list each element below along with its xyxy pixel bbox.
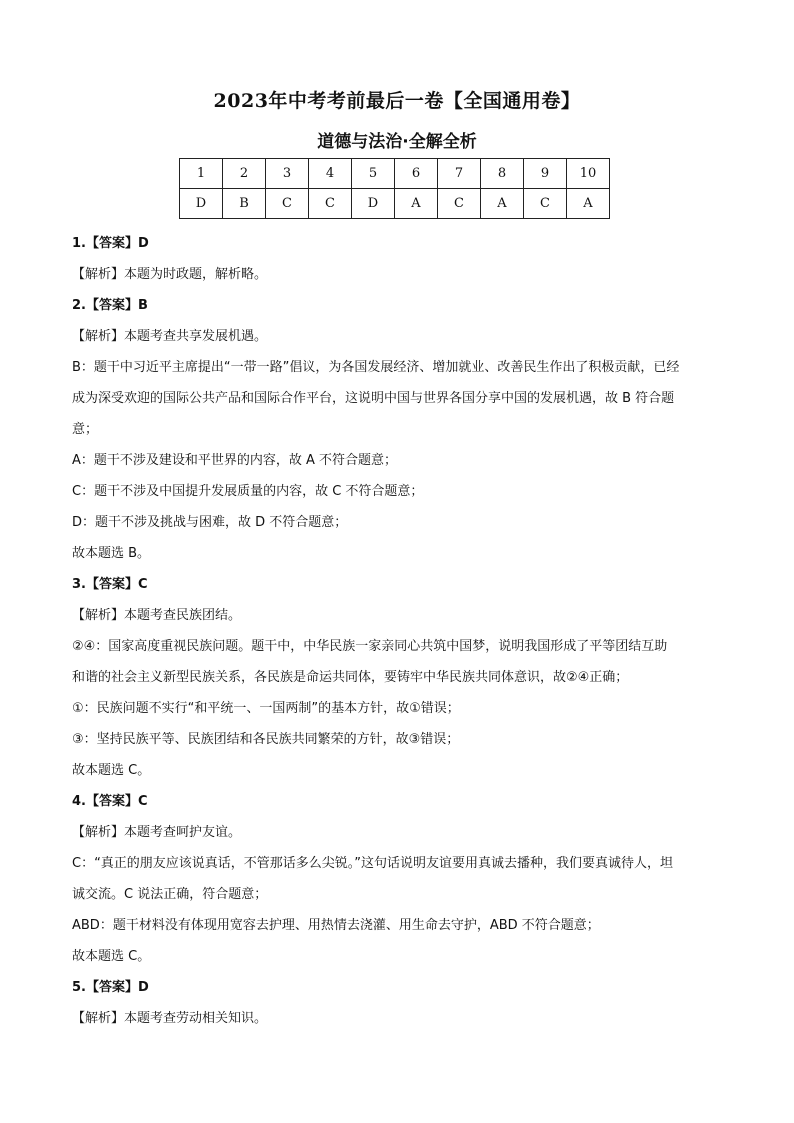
answer-cell: C xyxy=(266,189,309,219)
question-number-cell: 2 xyxy=(223,159,266,189)
q3-answer: 3.【答案】C xyxy=(72,577,148,592)
answer-cell: B xyxy=(223,189,266,219)
question-number-cell: 1 xyxy=(180,159,223,189)
q2-answer: 2.【答案】B xyxy=(72,298,148,313)
q2-analysis: 【解析】本题考查共享发展机遇。 xyxy=(72,329,268,344)
analysis-content xyxy=(72,228,732,1034)
q3-option-3: ③：坚持民族平等、民族团结和各民族共同繁荣的方针，故③错误； xyxy=(72,732,460,747)
question-number-cell: 7 xyxy=(438,159,481,189)
question-number-cell: 9 xyxy=(524,159,567,189)
question-number-cell: 10 xyxy=(567,159,610,189)
q3-conclusion: 故本题选 C。 xyxy=(72,763,151,778)
q2-option-b-line-3: 意； xyxy=(72,422,99,437)
question-number-cell: 6 xyxy=(395,159,438,189)
question-number-cell: 3 xyxy=(266,159,309,189)
q4-analysis: 【解析】本题考查呵护友谊。 xyxy=(72,825,242,840)
q2-option-d: D：题干不涉及挑战与困难，故 D 不符合题意； xyxy=(72,515,348,530)
question-number-cell: 8 xyxy=(481,159,524,189)
q4-option-c-line-2: 诚交流。C 说法正确，符合题意； xyxy=(72,887,268,902)
page-title: 2023年中考考前最后一卷【全国通用卷】 xyxy=(213,90,581,112)
q4-conclusion: 故本题选 C。 xyxy=(72,949,151,964)
answer-table xyxy=(179,158,610,219)
answer-cell: C xyxy=(524,189,567,219)
q2-option-b-line-1: B：题干中习近平主席提出“一带一路”倡议，为各国发展经济、增加就业、改善民生作出了积极贡献，已经 xyxy=(72,360,680,375)
page-subtitle: 道德与法治·全解全析 xyxy=(317,132,477,152)
answer-cell: C xyxy=(438,189,481,219)
q3-option-1: ①：民族问题不实行“和平统一、一国两制”的基本方针，故①错误； xyxy=(72,701,460,716)
q5-analysis: 【解析】本题考查劳动相关知识。 xyxy=(72,1011,268,1026)
answer-cell: A xyxy=(567,189,610,219)
answer-cell: A xyxy=(395,189,438,219)
answer-cell: D xyxy=(352,189,395,219)
q3-option-24-line-2: 和谐的社会主义新型民族关系，各民族是命运共同体，要铸牢中华民族共同体意识，故②④正确； xyxy=(72,670,629,685)
q1-answer: 1.【答案】D xyxy=(72,236,149,251)
q4-answer: 4.【答案】C xyxy=(72,794,148,809)
question-number-cell: 4 xyxy=(309,159,352,189)
q3-option-24-line-1: ②④：国家高度重视民族问题。题干中，中华民族一家亲同心共筑中国梦，说明我国形成了平等团结互助 xyxy=(72,639,668,654)
answer-cell: A xyxy=(481,189,524,219)
q1-analysis: 【解析】本题为时政题，解析略。 xyxy=(72,267,268,282)
q2-option-a: A：题干不涉及建设和平世界的内容，故 A 不符合题意； xyxy=(72,453,398,468)
q2-option-c: C：题干不涉及中国提升发展质量的内容，故 C 不符合题意； xyxy=(72,484,424,499)
answer-cell: D xyxy=(180,189,223,219)
answer-table-number-row xyxy=(180,159,610,189)
q4-option-c-line-1: C：“真正的朋友应该说真话，不管那话多么尖锐。”这句话说明友谊要用真诚去播种，我们要真诚待人，坦 xyxy=(72,856,674,871)
answer-cell: C xyxy=(309,189,352,219)
answer-table-answer-row xyxy=(180,189,610,219)
q5-answer: 5.【答案】D xyxy=(72,980,149,995)
q3-analysis: 【解析】本题考查民族团结。 xyxy=(72,608,242,623)
q2-option-b-line-2: 成为深受欢迎的国际公共产品和国际合作平台，这说明中国与世界各国分享中国的发展机遇，故 B 符合题 xyxy=(72,391,675,406)
q2-conclusion: 故本题选 B。 xyxy=(72,546,151,561)
question-number-cell: 5 xyxy=(352,159,395,189)
q4-option-abd: ABD：题干材料没有体现用宽容去护理、用热情去浇灌、用生命去守护，ABD 不符合题意； xyxy=(72,918,600,933)
